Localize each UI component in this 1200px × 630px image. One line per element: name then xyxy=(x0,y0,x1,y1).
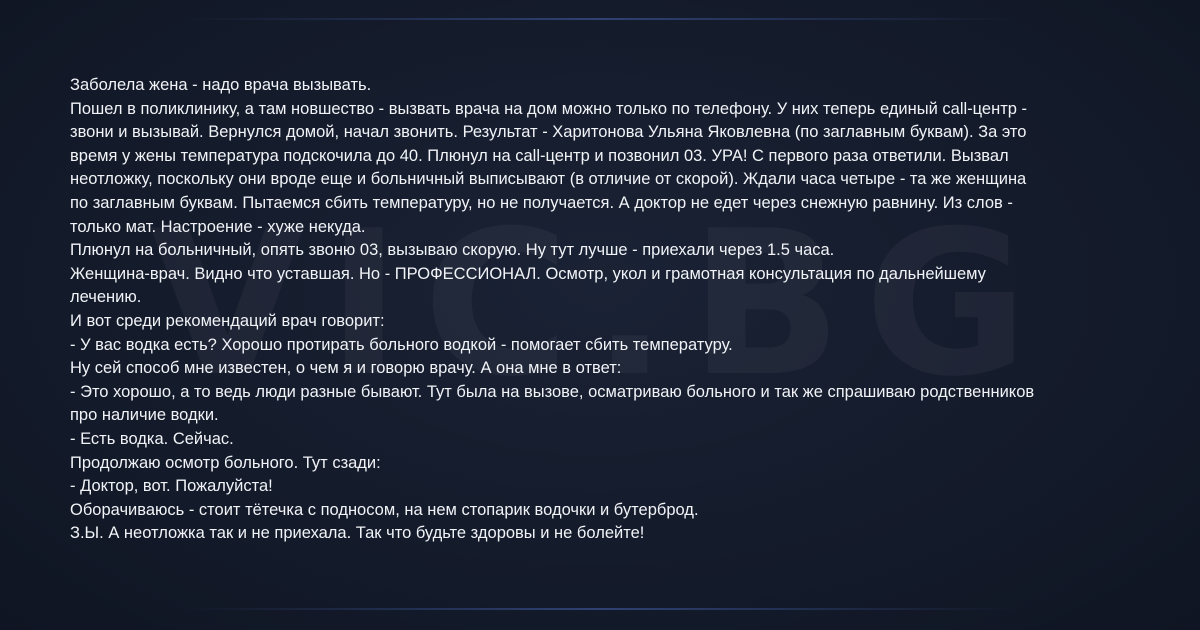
story-line: Продолжаю осмотр больного. Тут сзади: xyxy=(70,453,381,472)
story-line: - Доктор, вот. Пожалуйста! xyxy=(70,477,273,496)
story-line: неотложку, поскольку они вроде еще и больничный выписывают (в отличие от скорой). Ждали часа четыре - та же женщина xyxy=(70,170,1027,189)
story-line: И вот среди рекомендаций врач говорит: xyxy=(70,311,385,330)
story-line: Плюнул на больничный, опять звоню 03, вызываю скорую. Ну тут лучше - приехали через 1.5 часа. xyxy=(70,241,835,260)
story-line: - Есть водка. Сейчас. xyxy=(70,429,234,448)
story-line: Оборачиваюсь - стоит тётечка с подносом, на нем стопарик водочки и бутерброд. xyxy=(70,500,699,519)
story-line: Пошел в поликлинику, а там новшество - вызвать врача на дом можно только по телефону. У них теперь единый call-центр - xyxy=(70,99,1028,118)
story-line: про наличие водки. xyxy=(70,406,219,425)
story-line: Женщина-врач. Видно что уставшая. Но - ПРОФЕССИОНАЛ. Осмотр, укол и грамотная консультация по дальнейшему xyxy=(70,264,986,283)
story-line: время у жены температура подскочила до 40. Плюнул на call-центр и позвонил 03. УРА! С первого раза ответили. Вызвал xyxy=(70,146,1009,165)
story-line: звони и вызывай. Вернулся домой, начал звонить. Результат - Харитонова Ульяна Яковлевна (по заглавным буквам). За это xyxy=(70,123,1027,142)
story-line: З.Ы. А неотложка так и не приехала. Так что будьте здоровы и не болейте! xyxy=(70,524,645,543)
story-line: по заглавным буквам. Пытаемся сбить температуру, но не получается. А доктор не едет через снежную равнину. Из слов - xyxy=(70,193,1013,212)
story-line: только мат. Настроение - хуже некуда. xyxy=(70,217,366,236)
top-divider xyxy=(180,18,1020,20)
story-line: Ну сей способ мне известен, о чем я и говорю врачу. А она мне в ответ: xyxy=(70,359,622,378)
story-text xyxy=(70,74,1130,546)
story-line: - Это хорошо, а то ведь люди разные бывают. Тут была на вызове, осматриваю больного и так же спрашиваю родственников xyxy=(70,382,1035,401)
story-line: - У вас водка есть? Хорошо протирать больного водкой - помогает сбить температуру. xyxy=(70,335,733,354)
story-line: Заболела жена - надо врача вызывать. xyxy=(70,76,372,94)
bottom-divider xyxy=(180,608,1020,610)
story-line: лечению. xyxy=(70,288,142,307)
